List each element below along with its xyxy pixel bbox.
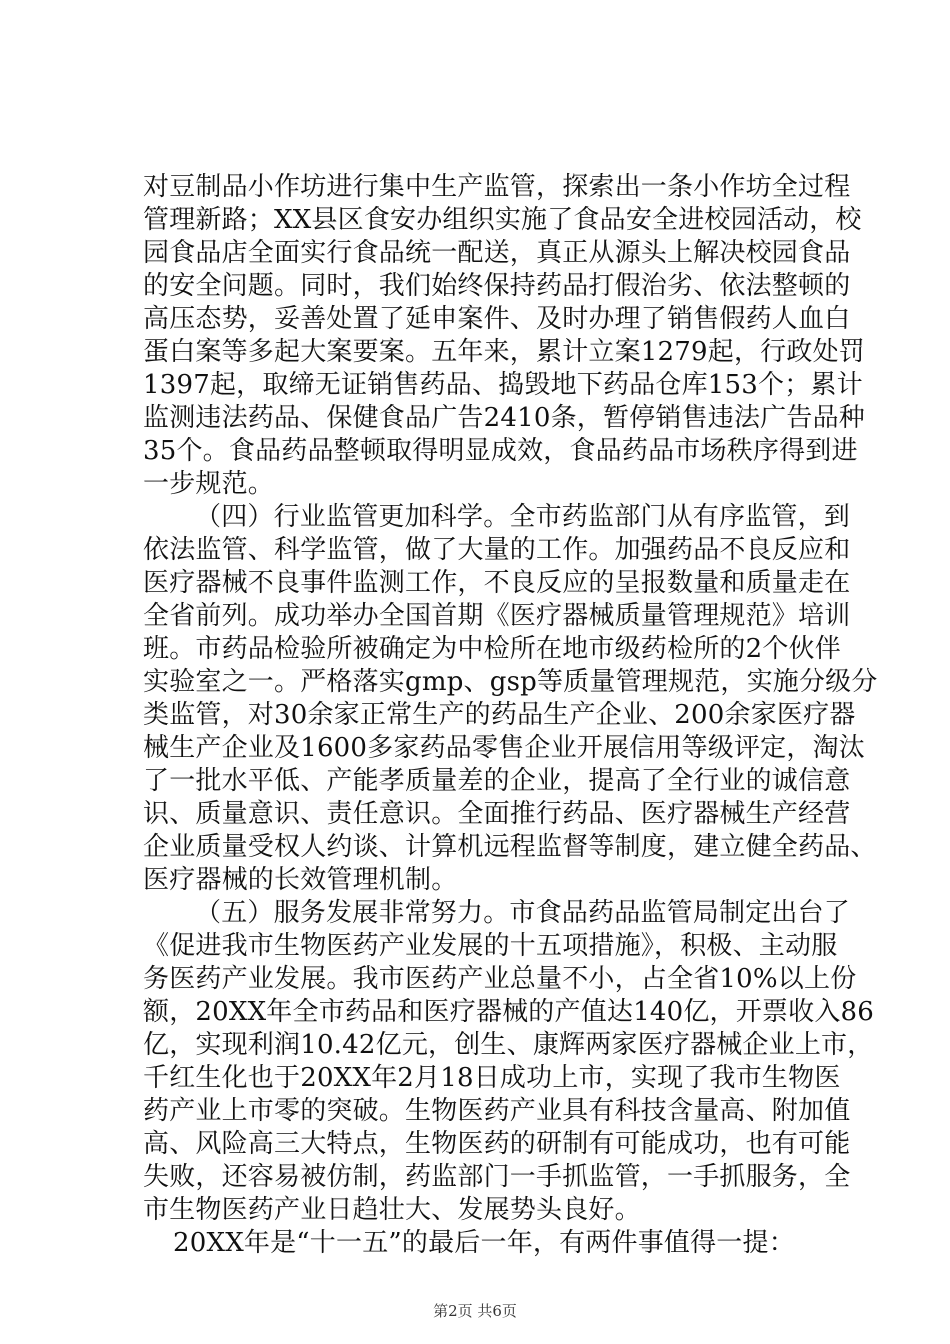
paragraph-line: 械生产企业及1600多家药品零售企业开展信用等级评定，淘汰	[143, 733, 865, 763]
paragraph-line: 药产业上市零的突破。生物医药产业具有科技含量高、附加值	[143, 1096, 851, 1126]
paragraph-line: 的安全问题。同时，我们始终保持药品打假治劣、依法整顿的	[143, 271, 851, 301]
paragraph-line: 管理新路；XX县区食安办组织实施了食品安全进校园活动，校	[143, 205, 862, 235]
paragraph-line: 识、质量意识、责任意识。全面推行药品、医疗器械生产经营	[143, 799, 851, 829]
paragraph-line: 额，20XX年全市药品和医疗器械的产值达140亿，开票收入86	[143, 997, 875, 1027]
paragraph-line: 市生物医药产业日趋壮大、发展势头良好。	[143, 1195, 641, 1225]
paragraph-line: 医疗器械的长效管理机制。	[143, 865, 458, 895]
paragraph-line: 实验室之一。严格落实gmp、gsp等质量管理规范，实施分级分	[143, 667, 878, 697]
paragraph-line: 依法监管、科学监管，做了大量的工作。加强药品不良反应和	[143, 535, 851, 565]
paragraph-line: 对豆制品小作坊进行集中生产监管，探索出一条小作坊全过程	[143, 172, 851, 202]
paragraph-line: 1397起，取缔无证销售药品、捣毁地下药品仓库153个；累计	[143, 370, 863, 400]
paragraph-line: 高压态势，妥善处置了延申案件、及时办理了销售假药人血白	[143, 304, 851, 334]
section-heading-line: （五）服务发展非常努力。市食品药品监管局制定出台了	[195, 898, 851, 928]
paragraph-line: 全省前列。成功举办全国首期《医疗器械质量管理规范》培训	[143, 601, 851, 631]
paragraph-line: 园食品店全面实行食品统一配送，真正从源头上解决校园食品	[143, 238, 851, 268]
paragraph-line: 千红生化也于20XX年2月18日成功上市，实现了我市生物医	[143, 1063, 841, 1093]
paragraph-line: 35个。食品药品整顿取得明显成效，食品药品市场秩序得到进	[143, 436, 858, 466]
paragraph-line: 亿，实现利润10.42亿元，创生、康辉两家医疗器械企业上市，	[143, 1030, 874, 1060]
section-heading-line: （四）行业监管更加科学。全市药监部门从有序监管，到	[195, 502, 851, 532]
paragraph-line: 监测违法药品、保健食品广告2410条，暂停销售违法广告品种	[143, 403, 865, 433]
paragraph-line: 一步规范。	[143, 469, 275, 499]
paragraph-line: 企业质量受权人约谈、计算机远程监督等制度，建立健全药品、	[143, 832, 877, 862]
page-number-footer: 第2页 共6页	[433, 1302, 517, 1320]
paragraph-line: 了一批水平低、产能孝质量差的企业，提高了全行业的诚信意	[143, 766, 851, 796]
document-body	[143, 171, 878, 1260]
paragraph-line: 蛋白案等多起大案要案。五年来，累计立案1279起，行政处罚	[143, 337, 865, 367]
paragraph-line: 务医药产业发展。我市医药产业总量不小，占全省10%以上份	[143, 964, 857, 994]
paragraph-line: 《促进我市生物医药产业发展的十五项措施》，积极、主动服	[143, 931, 838, 961]
paragraph-line: 高、风险高三大特点，生物医药的研制有可能成功，也有可能	[143, 1129, 851, 1159]
paragraph-line: 医疗器械不良事件监测工作，不良反应的呈报数量和质量走在	[143, 568, 851, 598]
paragraph-line: 20XX年是“十一五”的最后一年，有两件事值得一提：	[173, 1228, 795, 1258]
paragraph-line: 类监管，对30余家正常生产的药品生产企业、200余家医疗器	[143, 700, 856, 730]
paragraph-line: 失败，还容易被仿制，药监部门一手抓监管，一手抓服务，全	[143, 1162, 851, 1192]
paragraph-line: 班。市药品检验所被确定为中检所在地市级药检所的2个伙伴	[143, 634, 841, 664]
